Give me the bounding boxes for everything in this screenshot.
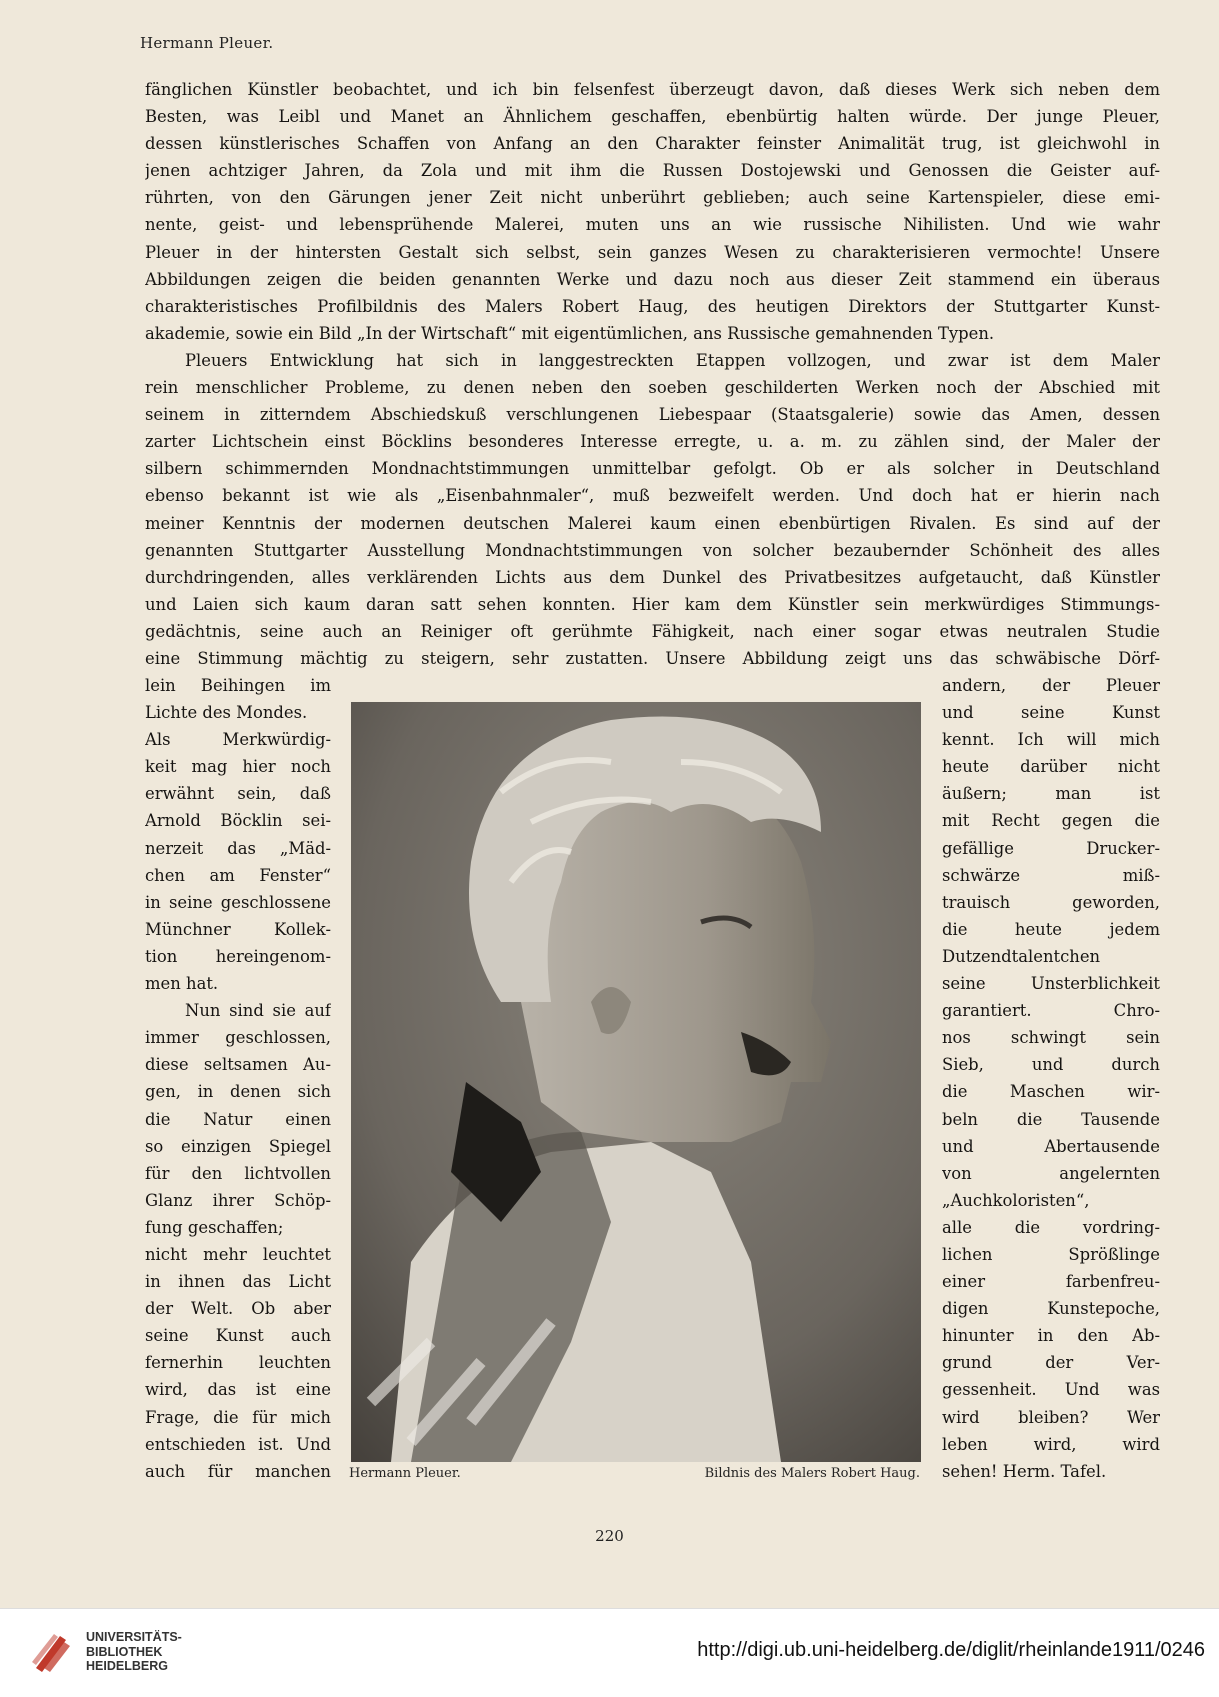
text-line: men hat. [145, 974, 219, 994]
text-line: diese seltsamen Au- [145, 1055, 331, 1075]
text-line: erwähnt sein, daß [145, 784, 331, 804]
text-line: der Welt. Ob aber [145, 1299, 331, 1319]
text-line: andern, der Pleuer [942, 676, 1160, 695]
text-line: jenen achtziger Jahren, da Zola und mit ihm die Russen Dostojewski und Genossen die Geister auf- [145, 161, 1160, 181]
text-line: von angelernten [942, 1163, 1160, 1183]
text-line: und Laien sich kaum daran satt sehen konnten. Hier kam dem Künstler sein merkwürdiges Stimmungs- [145, 594, 1160, 614]
text-line: garantiert. Chro- [942, 1001, 1160, 1021]
text-line: digen Kunstepoche, [942, 1299, 1160, 1319]
text-line: die Maschen wir- [942, 1082, 1160, 1102]
text-line: Pleuer in der hintersten Gestalt sich selbst, sein ganzes Wesen zu charakterisieren vermochte! Unsere [145, 242, 1160, 262]
library-name-line-2: BIBLIOTHEK [86, 1644, 163, 1659]
text-line: mit Recht gegen die [942, 811, 1160, 831]
text-line: in seine geschlossene [145, 892, 331, 912]
text-line: grund der Ver- [942, 1353, 1160, 1373]
text-line: rührten, von den Gärungen jener Zeit nicht unberührt geblieben; auch seine Kartenspieler, diese emi- [145, 188, 1160, 208]
text-line: lein Beihingen im [145, 676, 331, 695]
text-line: Frage, die für mich [145, 1407, 331, 1427]
text-line: tion hereingenom- [145, 946, 331, 966]
text-line: Arnold Böcklin sei- [145, 811, 331, 831]
text-line: silbern schimmernden Mondnachtstimmungen unmittelbar gefolgt. Ob er als solcher in Deutschland [145, 459, 1160, 479]
text-line: und seine Kunst [942, 703, 1160, 723]
text-line: auch für manchen [145, 1461, 331, 1481]
text-line: wird bleiben? Wer [942, 1407, 1160, 1427]
text-line: Münchner Kollek- [145, 919, 331, 939]
text-line: Glanz ihrer Schöp- [145, 1190, 331, 1210]
text-line: ebenso bekannt ist wie als „Eisenbahnmaler“, muß bezweifelt werden. Und doch hat er hierin nach [145, 486, 1160, 506]
text-line: fernerhin leuchten [145, 1353, 331, 1373]
text-line: chen am Fenster“ [145, 865, 331, 885]
library-name-line-3: HEIDELBERG [86, 1659, 168, 1673]
text-line: Nun sind sie auf [185, 1001, 331, 1021]
text-line: einer farbenfreu- [942, 1272, 1160, 1292]
text-line: hinunter in den Ab- [942, 1326, 1160, 1346]
text-line: durchdringenden, alles verklärenden Lichts aus dem Dunkel des Privatbesitzes aufgetaucht, daß Künstler [145, 567, 1160, 587]
text-line: sehen! Herm. Tafel. [942, 1461, 1107, 1481]
text-line: Lichte des Mondes. [145, 703, 308, 723]
text-line: trauisch geworden, [942, 892, 1160, 912]
text-line: fung geschaffen; [145, 1217, 284, 1237]
left-text-column [145, 672, 331, 1485]
text-line: entschieden ist. Und [145, 1434, 331, 1454]
text-line: nos schwingt sein [942, 1028, 1160, 1048]
text-line: lichen Sprößlinge [942, 1244, 1160, 1264]
text-line: fänglichen Künstler beobachtet, und ich bin felsenfest überzeugt davon, daß dieses Werk sich neben dem [145, 80, 1160, 99]
text-line: Pleuers Entwicklung hat sich in langgestreckten Etappen vollzogen, und zwar ist dem Maler [185, 350, 1160, 370]
text-line: Dutzendtalentchen [942, 946, 1101, 966]
text-line: wird, das ist eine [145, 1380, 331, 1400]
text-line: eine Stimmung mächtig zu steigern, sehr zustatten. Unsere Abbildung zeigt uns das schwäbische Dörf- [145, 648, 1160, 668]
running-head: Hermann Pleuer. [140, 34, 274, 52]
text-line: meiner Kenntnis der modernen deutschen Malerei kaum einen ebenbürtigen Rivalen. Es sind auf der [145, 513, 1160, 533]
text-line: Abbildungen zeigen die beiden genannten Werke und dazu noch aus dieser Zeit stammend ein überaus [145, 269, 1160, 289]
text-line: heute darüber nicht [942, 757, 1160, 777]
text-line: nerzeit das „Mäd- [145, 838, 331, 858]
text-line: seinem in zitterndem Abschiedskuß verschlungenen Liebespaar (Staatsgalerie) sowie das Amen, dessen [145, 405, 1160, 425]
text-line: und Abertausende [942, 1136, 1160, 1156]
text-line: akademie, sowie ein Bild „In der Wirtschaft“ mit eigentümlichen, ans Russische gemahnenden Typen. [145, 323, 995, 343]
text-line: die Natur einen [145, 1109, 331, 1129]
text-line: Sieb, und durch [942, 1055, 1160, 1075]
text-line: leben wird, wird [942, 1434, 1160, 1454]
footer-bar [0, 1608, 1219, 1697]
text-line: Als Merkwürdig- [145, 730, 331, 750]
library-name-line-1: UNIVERSITÄTS- [86, 1630, 182, 1644]
text-line: dessen künstlerisches Schaffen von Anfang an den Charakter feinster Animalität trug, ist gleichwohl in [145, 134, 1160, 154]
portrait-illustration [351, 702, 921, 1462]
portrait-painting [351, 702, 921, 1462]
text-line: nente, geist- und lebensprühende Malerei, muten uns an wie russische Nihilisten. Und wie wahr [145, 215, 1160, 235]
text-line: charakteristisches Profilbildnis des Malers Robert Haug, des heutigen Direktors der Stuttgarter Kunst- [145, 296, 1160, 316]
figure-caption-title: Bildnis des Malers Robert Haug. [704, 1466, 920, 1481]
text-line: gedächtnis, seine auch an Reiniger oft gerühmte Fähigkeit, nach einer sogar etwas neutralen Studie [145, 621, 1160, 641]
figure-caption-artist: Hermann Pleuer. [349, 1466, 461, 1481]
text-line: genannten Stuttgarter Ausstellung Mondnachtstimmungen von solcher bezaubernder Schönheit des alles [145, 540, 1160, 560]
text-line: kennt. Ich will mich [942, 730, 1160, 750]
paragraph-1 [145, 76, 1160, 347]
body-text-full-width [145, 76, 1160, 672]
text-line: seine Kunst auch [145, 1326, 331, 1346]
text-line: gefällige Drucker- [942, 838, 1160, 858]
text-line: „Auchkoloristen“, [942, 1190, 1090, 1210]
text-line: immer geschlossen, [145, 1028, 331, 1048]
text-line: Besten, was Leibl und Manet an Ähnlichem geschaffen, ebenbürtig halten würde. Der junge Pleuer, [145, 107, 1160, 127]
library-logo-icon[interactable] [30, 1628, 76, 1674]
paragraph-2 [145, 347, 1160, 672]
text-line: nicht mehr leuchtet [145, 1244, 331, 1264]
text-line: rein menschlicher Probleme, zu denen neben den soeben geschilderten Werken noch der Abschied mit [145, 378, 1160, 398]
text-line: so einzigen Spiegel [145, 1136, 331, 1156]
text-line: zarter Lichtschein einst Böcklins besonderes Interesse erregte, u. a. m. zu zählen sind, der Maler der [145, 432, 1160, 452]
text-line: gessenheit. Und was [942, 1380, 1160, 1400]
text-line: keit mag hier noch [145, 757, 331, 777]
text-line: beln die Tausende [942, 1109, 1160, 1129]
right-text-column [942, 672, 1160, 1485]
text-line: die heute jedem [942, 919, 1160, 939]
text-line: gen, in denen sich [145, 1082, 331, 1102]
text-line: alle die vordring- [942, 1217, 1160, 1237]
text-line: schwärze miß- [942, 865, 1160, 885]
text-line: in ihnen das Licht [145, 1272, 331, 1292]
library-name [86, 1630, 182, 1674]
page-number: 220 [595, 1527, 624, 1545]
text-line: seine Unsterblichkeit [942, 974, 1160, 994]
text-line: äußern; man ist [942, 784, 1160, 804]
text-line: für den lichtvollen [145, 1163, 331, 1183]
permalink-url[interactable]: http://digi.ub.uni-heidelberg.de/diglit/rheinlande1911/0246 [697, 1639, 1205, 1661]
